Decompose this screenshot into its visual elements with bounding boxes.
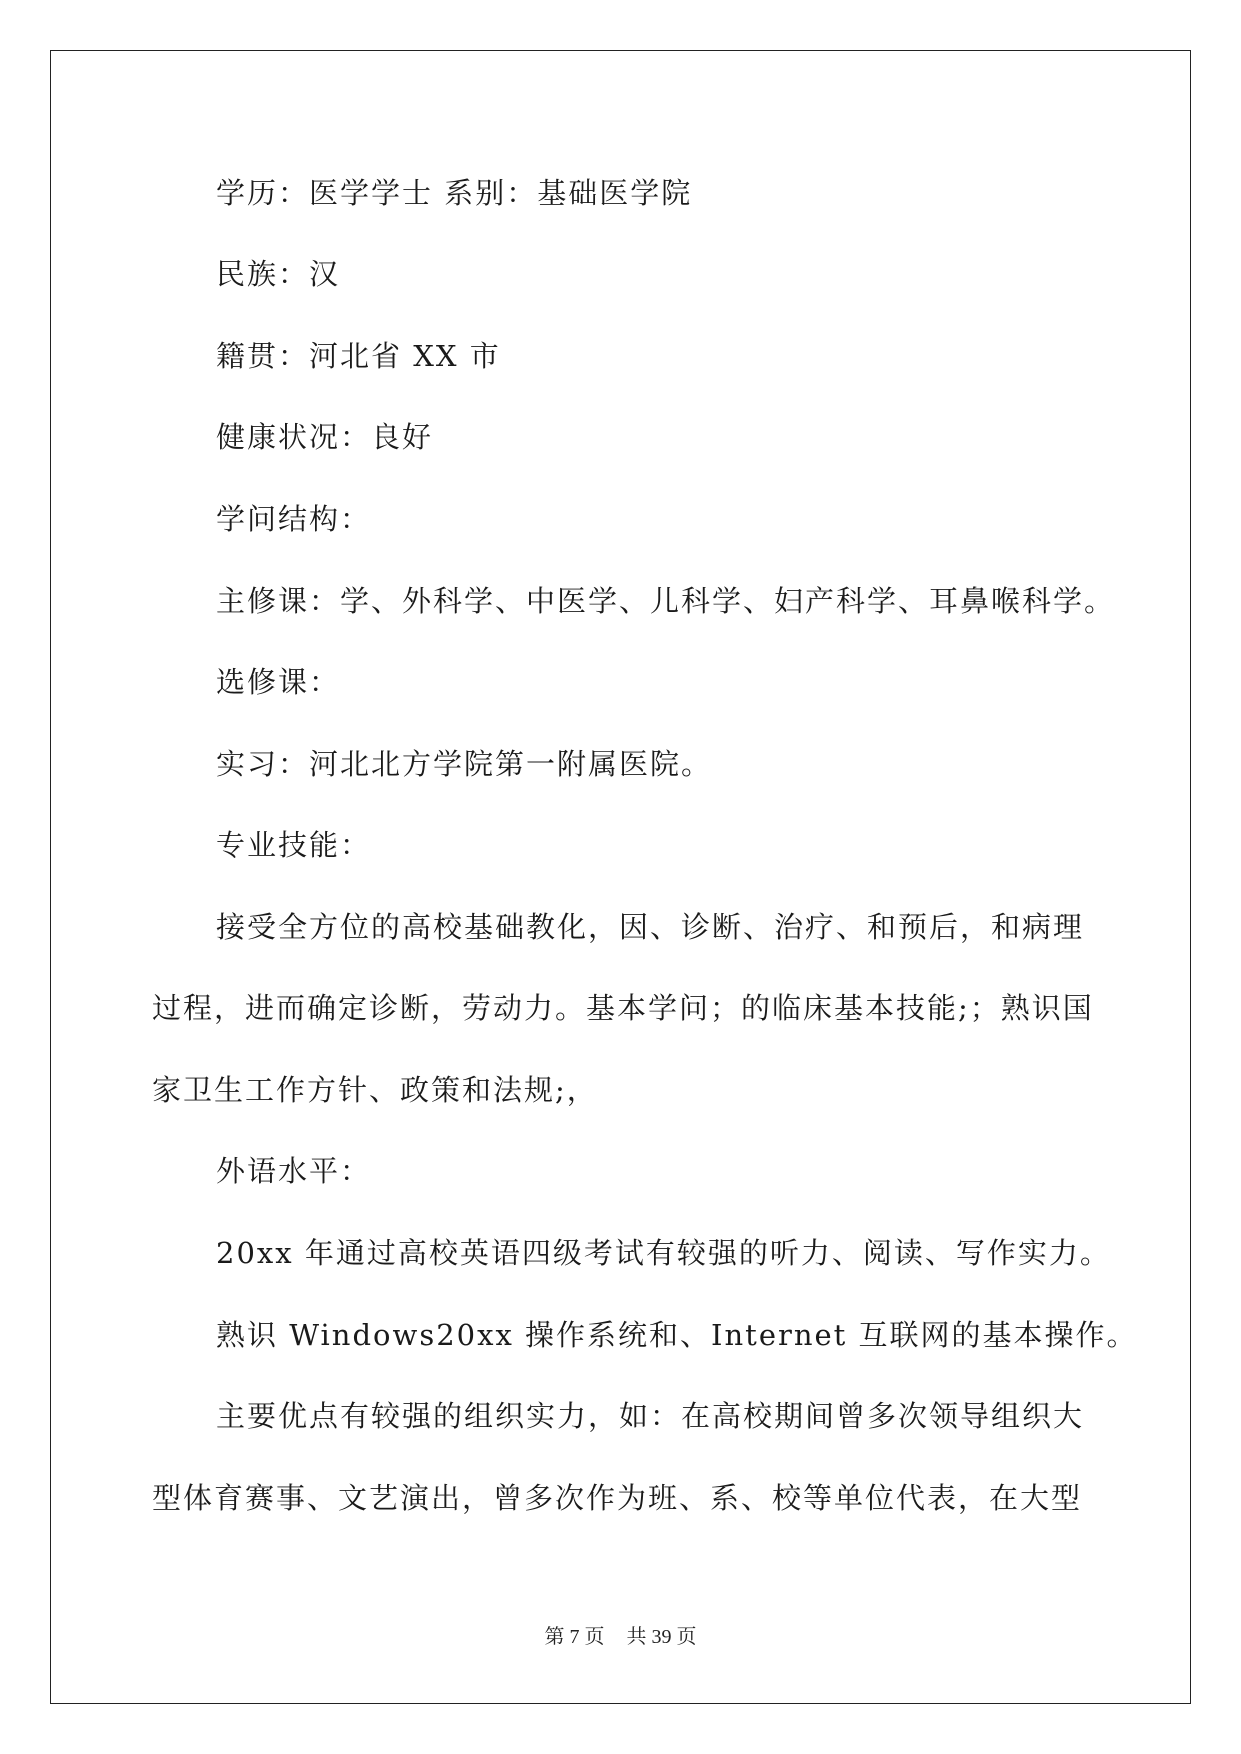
skills-heading: 专业技能： (216, 828, 372, 862)
strengths-paragraph-line-1: 主要优点有较强的组织实力，如：在高校期间曾多次领导组织大 (216, 1399, 1085, 1433)
total-pages: 共 39 页 (626, 1626, 697, 1648)
page-border (50, 50, 1191, 1704)
computer-line: 熟识 Windows20xx 操作系统和、Internet 互联网的基本操作。 (216, 1318, 1138, 1352)
internship-line: 实习：河北北方学院第一附属医院。 (216, 747, 713, 781)
elective-courses-line: 选修课： (216, 665, 341, 699)
page-number: 第 7 页 (544, 1626, 605, 1648)
major-courses-line: 主修课：学、外科学、中医学、儿科学、妇产科学、耳鼻喉科学。 (216, 584, 1116, 618)
skills-paragraph-line-2: 过程，进而确定诊断，劳动力。基本学问；的临床基本技能;；熟识国 (152, 991, 1094, 1025)
page-footer (0, 1625, 1241, 1649)
strengths-paragraph-line-2: 型体育赛事、文艺演出，曾多次作为班、系、校等单位代表，在大型 (152, 1481, 1083, 1515)
skills-paragraph-line-3: 家卫生工作方针、政策和法规;， (152, 1073, 598, 1107)
native-place-line: 籍贯：河北省 XX 市 (216, 339, 501, 373)
skills-paragraph-line-1: 接受全方位的高校基础教化，因、诊断、治疗、和预后，和病理 (216, 910, 1085, 944)
knowledge-heading: 学问结构： (216, 502, 372, 536)
language-line: 20xx 年通过高校英语四级考试有较强的听力、阅读、写作实力。 (216, 1236, 1111, 1270)
education-line: 学历：医学学士 系别：基础医学院 (216, 176, 693, 210)
health-line: 健康状况：良好 (216, 420, 434, 454)
language-heading: 外语水平： (216, 1154, 372, 1188)
ethnicity-line: 民族：汉 (216, 257, 341, 291)
